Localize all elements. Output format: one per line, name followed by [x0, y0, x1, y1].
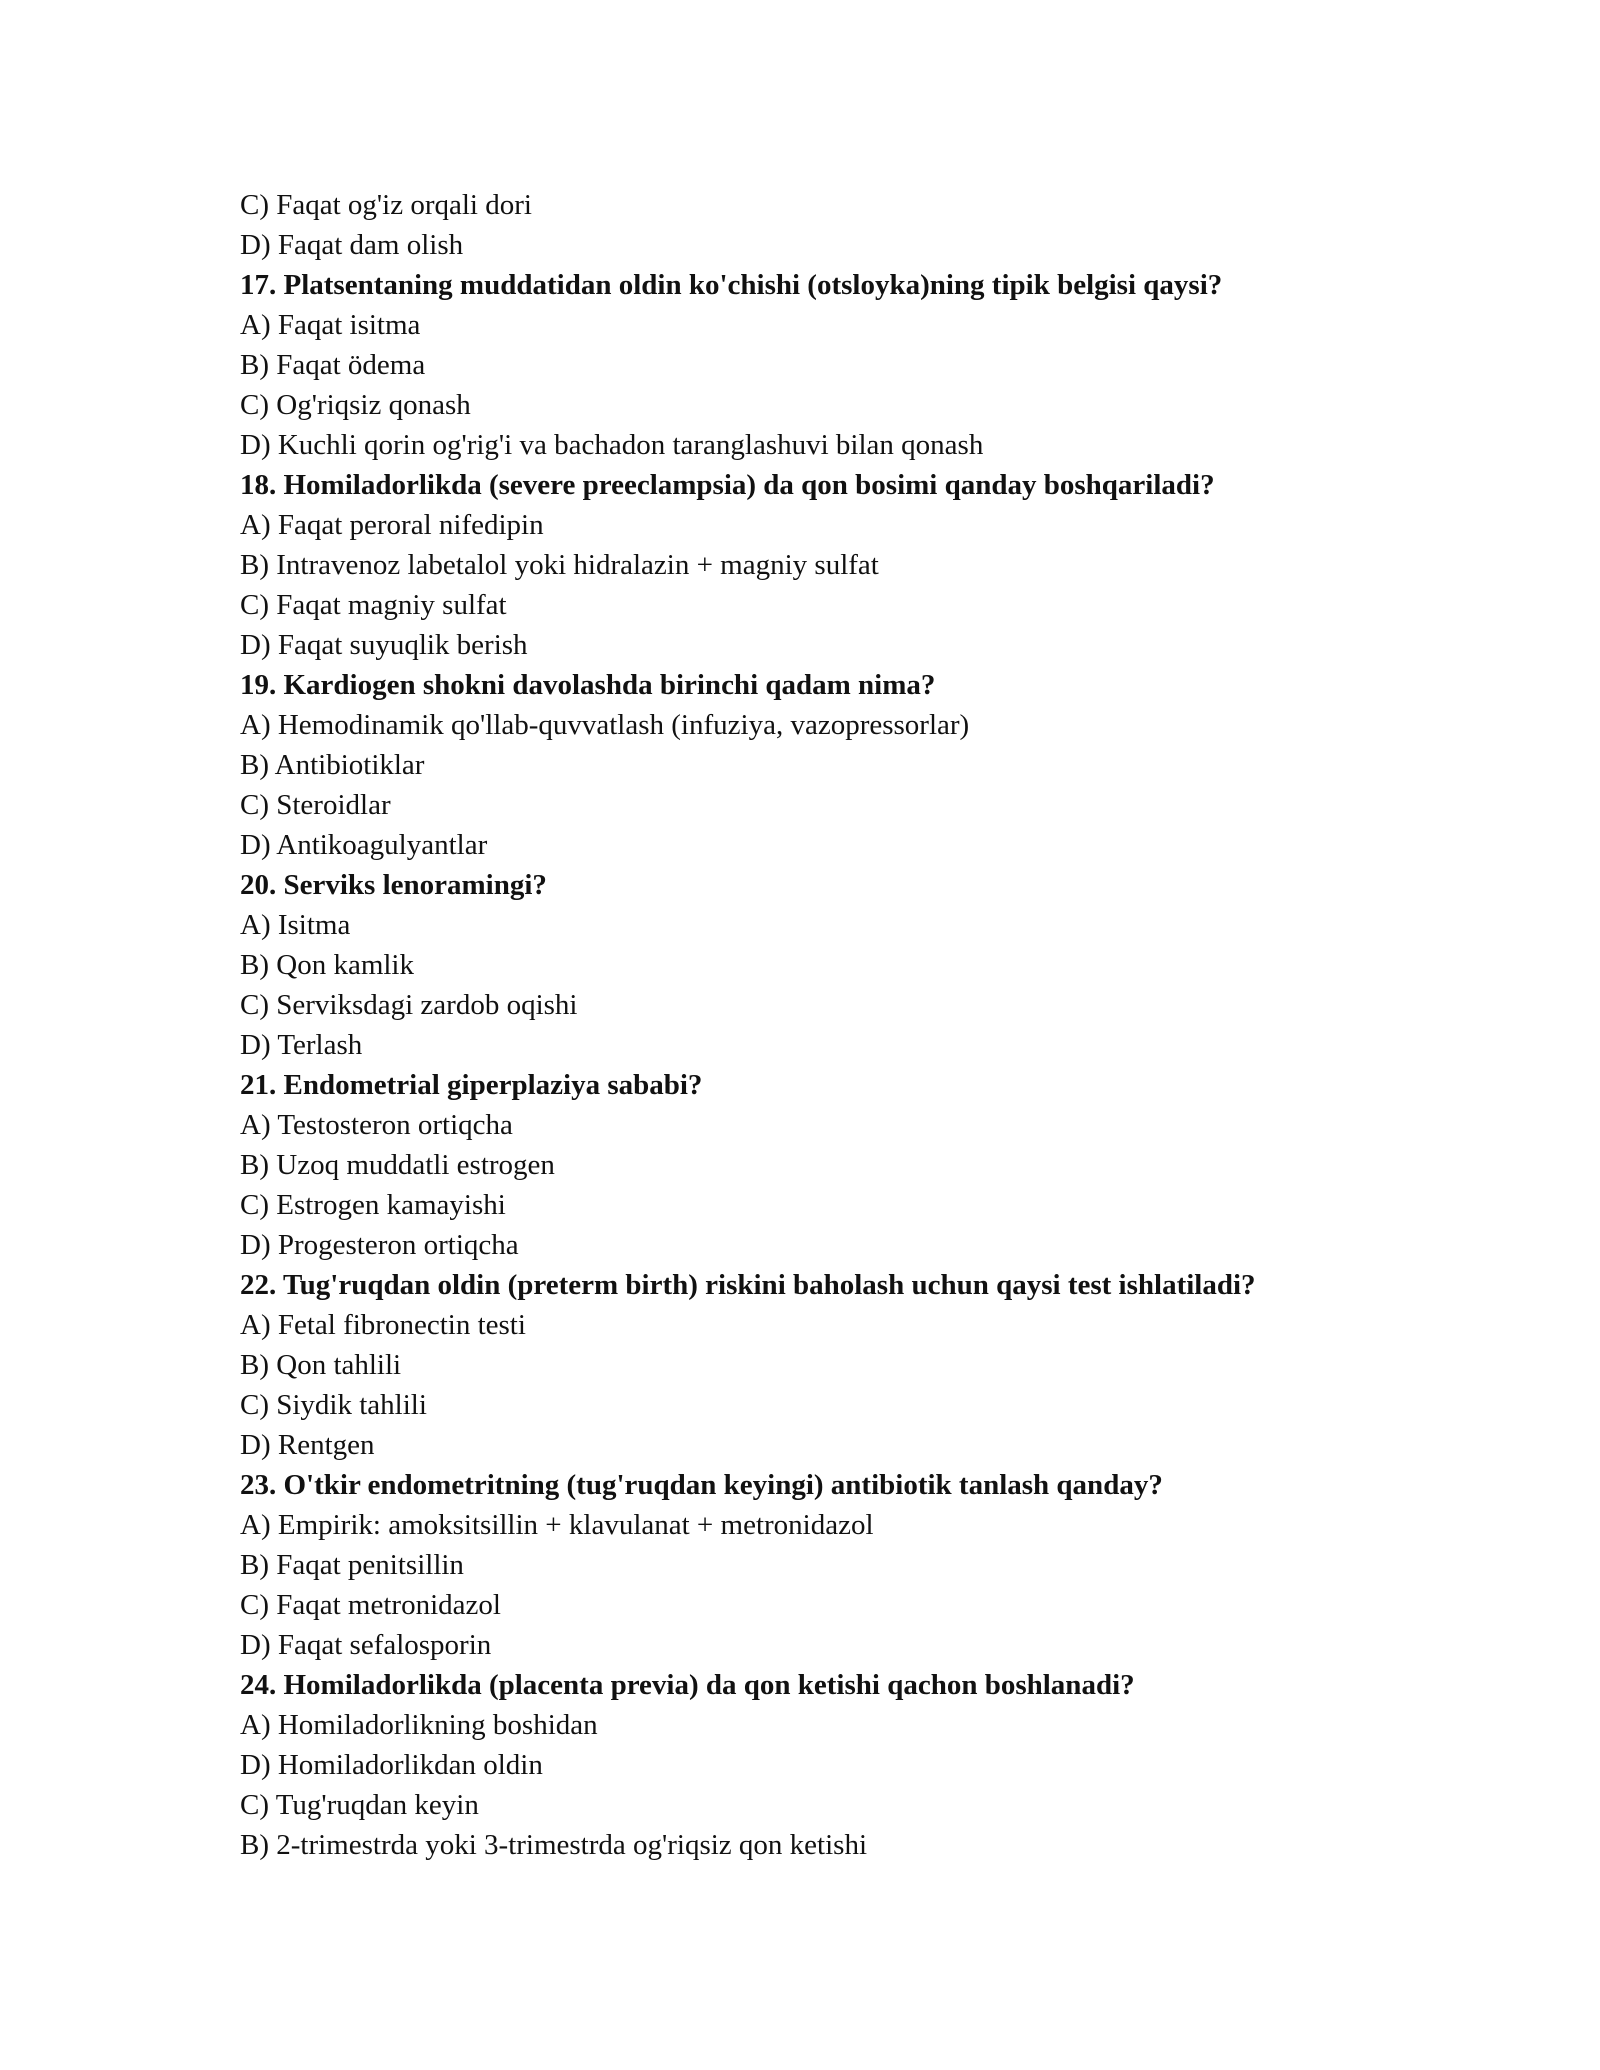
answer-option: B) Faqat penitsillin: [240, 1549, 464, 1581]
question-title: 20. Serviks lenoramingi?: [240, 869, 547, 901]
answer-option: D) Progesteron ortiqcha: [240, 1229, 519, 1261]
answer-option: A) Hemodinamik qo'llab-quvvatlash (infuziya, vazopressorlar): [240, 709, 970, 741]
question-title: 21. Endometrial giperplaziya sababi?: [240, 1069, 703, 1101]
question-title: 22. Tug'ruqdan oldin (preterm birth) riskini baholash uchun qaysi test ishlatiladi?: [240, 1269, 1256, 1301]
question-title: 18. Homiladorlikda (severe preeclampsia) da qon bosimi qanday boshqariladi?: [240, 469, 1215, 501]
answer-option: B) Uzoq muddatli estrogen: [240, 1149, 555, 1181]
answer-option: A) Faqat isitma: [240, 309, 421, 341]
question-title: 19. Kardiogen shokni davolashda birinchi qadam nima?: [240, 669, 936, 701]
answer-option: D) Homiladorlikdan oldin: [240, 1749, 543, 1781]
question-title: 23. O'tkir endometritning (tug'ruqdan keyingi) antibiotik tanlash qanday?: [240, 1469, 1163, 1501]
answer-option: C) Faqat og'iz orqali dori: [240, 189, 532, 221]
answer-option: D) Faqat sefalosporin: [240, 1629, 492, 1661]
answer-option: D) Kuchli qorin og'rig'i va bachadon taranglashuvi bilan qonash: [240, 429, 984, 461]
answer-option: B) Antibiotiklar: [240, 749, 425, 781]
answer-option: A) Faqat peroral nifedipin: [240, 509, 544, 541]
answer-option: C) Og'riqsiz qonash: [240, 389, 471, 421]
answer-option: B) Faqat ödema: [240, 349, 426, 381]
answer-option: B) 2-trimestrda yoki 3-trimestrda og'riqsiz qon ketishi: [240, 1829, 867, 1861]
answer-option: D) Faqat dam olish: [240, 229, 464, 261]
answer-option: C) Serviksdagi zardob oqishi: [240, 989, 578, 1021]
answer-option: D) Faqat suyuqlik berish: [240, 629, 528, 661]
quiz-content: [240, 185, 1440, 1865]
answer-option: C) Faqat magniy sulfat: [240, 589, 507, 621]
answer-option: C) Tug'ruqdan keyin: [240, 1789, 479, 1821]
answer-option: A) Fetal fibronectin testi: [240, 1309, 526, 1341]
answer-option: D) Terlash: [240, 1029, 363, 1061]
answer-option: B) Intravenoz labetalol yoki hidralazin + magniy sulfat: [240, 549, 879, 581]
question-title: 17. Platsentaning muddatidan oldin ko'chishi (otsloyka)ning tipik belgisi qaysi?: [240, 269, 1223, 301]
answer-option: C) Steroidlar: [240, 789, 391, 821]
answer-option: B) Qon kamlik: [240, 949, 414, 981]
answer-option: A) Empirik: amoksitsillin + klavulanat + metronidazol: [240, 1509, 874, 1541]
answer-option: B) Qon tahlili: [240, 1349, 402, 1381]
answer-option: C) Faqat metronidazol: [240, 1589, 501, 1621]
answer-option: A) Testosteron ortiqcha: [240, 1109, 513, 1141]
answer-option: C) Siydik tahlili: [240, 1389, 427, 1421]
answer-option: D) Antikoagulyantlar: [240, 829, 488, 861]
answer-option: A) Homiladorlikning boshidan: [240, 1709, 598, 1741]
answer-option: A) Isitma: [240, 909, 351, 941]
answer-option: D) Rentgen: [240, 1429, 375, 1461]
answer-option: C) Estrogen kamayishi: [240, 1189, 506, 1221]
question-title: 24. Homiladorlikda (placenta previa) da qon ketishi qachon boshlanadi?: [240, 1669, 1135, 1701]
